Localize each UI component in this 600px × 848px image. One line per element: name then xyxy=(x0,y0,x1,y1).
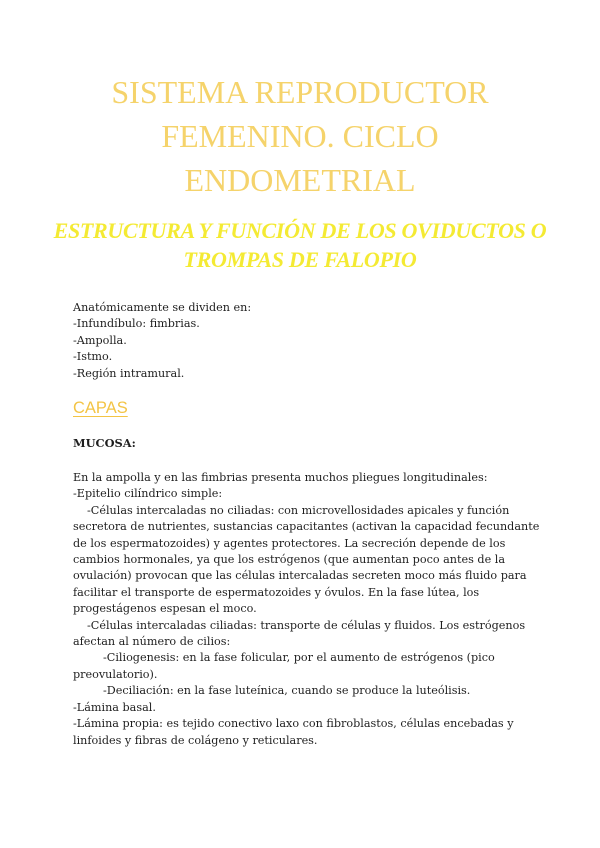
intro-item: -Infundíbulo: fimbrias. xyxy=(73,317,200,331)
paragraph: En la ampolla y en las fimbrias presenta muchos pliegues longitudinales: xyxy=(73,471,488,484)
paragraph: -Lámina basal. xyxy=(73,700,156,714)
mucosa-body xyxy=(73,470,543,749)
intro-item: -Ampolla. xyxy=(73,333,127,347)
paragraph: -Deciliación: en la fase luteínica, cuando se produce la luteólisis. xyxy=(103,684,471,698)
paragraph: -Células intercaladas ciliadas: transporte de células y fluidos. Los estrógenos afectan al número de cilios: xyxy=(73,618,526,649)
intro-item: -Región intramural. xyxy=(73,366,185,380)
intro-block xyxy=(73,300,543,382)
paragraph: -Lámina propia: es tejido conectivo laxo con fibroblastos, células encebadas y linfoides y fibras de colágeno y reticulares. xyxy=(73,717,514,747)
paragraph: -Células intercaladas no ciliadas: con microvellosidades apicales y función secretora de nutrientes, sustancias capacitantes (activan la capacidad fecundante de los espermatozoides) y agentes protectores. La secreción depende de los cambios hormonales, ya que los estrógenos (que aumentan poco antes de la ovulación) provocan que las células intercaladas secreten moco más fluido para facilitar el transporte de espermatozoides y óvulos. En la fase lútea, los progestágenos espesan el moco. xyxy=(73,503,540,616)
paragraph: -Epitelio cilíndrico simple: xyxy=(73,487,223,501)
subsection-mucosa: MUCOSA: xyxy=(73,436,136,450)
page-title: SISTEMA REPRODUCTOR FEMENINO. CICLO ENDOMETRIAL xyxy=(111,74,489,198)
paragraph: -Ciliogenesis: en la fase folicular, por el aumento de estrógenos (pico preovulatorio). xyxy=(73,651,495,681)
section-heading-capas: CAPAS xyxy=(73,399,128,417)
page-subtitle: ESTRUCTURA Y FUNCIÓN DE LOS OVIDUCTOS O TROMPAS DE FALOPIO xyxy=(53,218,547,272)
intro-item: -Istmo. xyxy=(73,350,113,364)
intro-lead: Anatómicamente se dividen en: xyxy=(73,301,252,314)
